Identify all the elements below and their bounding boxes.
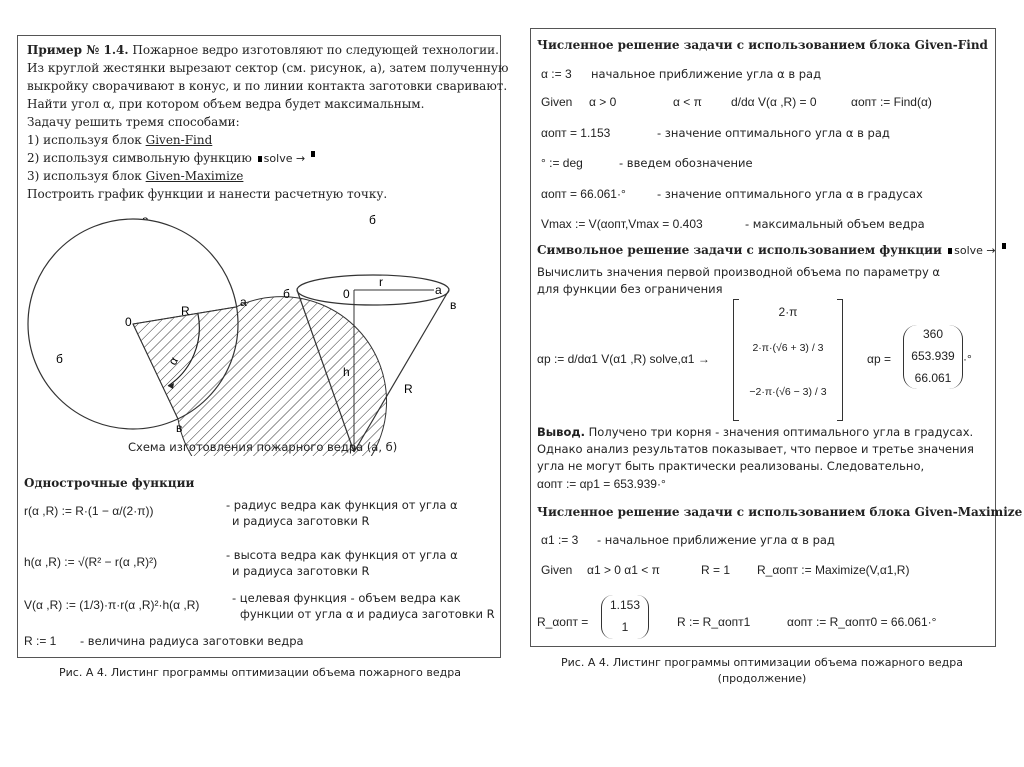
func-r-definition: r(α ,R) := R·(1 − α/(2·π)) (24, 504, 154, 518)
solve-operator: solve → (263, 152, 306, 165)
cone-label-b: б (283, 287, 290, 301)
maximize-constraints: α1 > 0 α1 < π (587, 563, 660, 577)
root-2: 2·π·(√6 + 3) / 3 (752, 342, 824, 354)
left-figure-caption: Рис. А 4. Листинг программы оптимизации объема пожарного ведра (59, 666, 461, 679)
find-statement: αопт := Find(α) (851, 95, 932, 109)
vmax-desc: - максимальный объем ведра (745, 217, 925, 231)
symbolic-title-text: Символьное решение задачи с использованием функции (537, 243, 942, 257)
conclusion-result: αопт := αp1 = 653.939·° (537, 477, 666, 491)
given-keyword: Given (541, 95, 573, 109)
scheme-caption: Схема изготовления пожарного ведра (а, б) (128, 440, 398, 454)
radius-constraint: R = 1 (701, 563, 731, 577)
placeholder-square-icon (1002, 243, 1006, 249)
func-h-desc-2: и радиуса заготовки R (232, 564, 370, 578)
given-keyword-2: Given (541, 563, 573, 577)
cone-label-h: h (343, 365, 350, 379)
label-a: а (240, 295, 247, 309)
alpha-p-value-1: 360 (922, 327, 944, 341)
func-v-desc-2: функции от угла α и радиуса заготовки R (240, 607, 495, 621)
alpha1-initial-value: α1 := 3 (541, 533, 579, 547)
maximize-value-2: 1 (621, 620, 629, 634)
cone-label-a: а (435, 283, 442, 297)
method-1-text: 1) используя блок (27, 133, 142, 147)
intro-line-2: Из круглой жестянки вырезают сектор (см. рисунок, а), затем полученную (27, 61, 509, 75)
method-2 (27, 151, 317, 166)
symbolic-solve-expression: αp := d/dα1 V(α1 ,R) solve,α1 → (537, 352, 710, 366)
maximize-result-label: R_αопт = (537, 615, 589, 629)
alpha1-initial-desc: - начальное приближение угла α в рад (597, 533, 835, 547)
cone-label-R: R (404, 382, 413, 396)
plot-line: Построить график функции и нанести расчетную точку. (27, 187, 388, 201)
bucket-scheme-figure (18, 206, 498, 456)
alpha-opt-rad-result: αопт = 1.153 (541, 126, 611, 140)
degree-definition: ° := deg (541, 156, 583, 170)
func-h-desc-1: - высота ведра как функция от угла α (226, 548, 458, 562)
maximize-statement: R_αопт := Maximize(V,α1,R) (757, 563, 910, 577)
symbolic-roots-matrix (733, 299, 843, 421)
given-maximize-title: Численное решение задачи с использованием блока Given-Maximize (537, 505, 1023, 519)
method-3-text: 3) используя блок (27, 169, 142, 183)
alpha-opt-from-result: αопт := R_αопт0 = 66.061·° (787, 615, 937, 629)
derivative-task-line-2: для функции без ограничения (537, 282, 723, 296)
alpha-initial-desc: начальное приближение угла α в рад (591, 67, 822, 81)
method-3-block: Given-Maximize (145, 169, 244, 183)
fig-b-label: б (369, 213, 376, 227)
method-2-text: 2) используя символьную функцию (27, 151, 252, 165)
radius-value-desc: - величина радиуса заготовки ведра (80, 634, 304, 648)
alpha-initial-value: α := 3 (541, 67, 572, 81)
radius-value-definition: R := 1 (24, 634, 57, 648)
alpha-p-value-2: 653.939 (911, 349, 955, 363)
func-r-desc-1: - радиус ведра как функция от угла α (226, 498, 458, 512)
task-line: Задачу решить тремя способами: (27, 115, 240, 129)
intro-paragraph (27, 43, 499, 57)
alpha-p-result-label: αp = (867, 352, 891, 366)
func-v-desc-1: - целевая функция - объем ведра как (232, 591, 461, 605)
label-b: б (56, 352, 63, 366)
maximize-result-vector (601, 595, 649, 639)
right-figure-caption-2: (продолжение) (717, 672, 807, 685)
derivative-equation: d/dα V(α ,R) = 0 (731, 95, 817, 109)
label-alpha: α (165, 354, 182, 368)
alpha-opt-deg-result: αопт = 66.061·° (541, 187, 626, 201)
cone-label-0: 0 (343, 287, 350, 301)
alpha-p-vector (903, 325, 963, 389)
right-listing-panel (530, 28, 1023, 647)
func-v-definition: V(α ,R) := (1/3)·π·r(α ,R)²·h(α ,R) (24, 598, 200, 612)
intro-line-4: Найти угол α, при котором объем ведра будет максимальным. (27, 97, 425, 111)
symbolic-solve-operator: solve → (954, 244, 996, 257)
alpha-p-value-3: 66.061 (914, 371, 952, 385)
right-figure-caption-1: Рис. А 4. Листинг программы оптимизации объема пожарного ведра (561, 656, 963, 669)
placeholder-square-icon (948, 248, 952, 254)
root-3: −2·π·(√6 − 3) / 3 (749, 386, 827, 398)
conclusion-line-2: Однако анализ результатов показывает, что первое и третье значения (537, 442, 974, 456)
conclusion-text-1: Получено три корня - значения оптимального угла в градусах. (588, 425, 974, 439)
symbolic-title (537, 243, 1008, 258)
given-find-title: Численное решение задачи с использованием блока Given-Find (537, 38, 988, 52)
cone-label-v: в (450, 298, 457, 312)
intro-line-3: выкройку сворачивают в конус, и по линии контакта заготовки сваривают. (27, 79, 508, 93)
constraint-alpha-less-pi: α < π (673, 95, 702, 109)
conclusion-line-3: угла не могут быть практически реализованы. Следовательно, (537, 459, 925, 473)
oneline-functions-title: Однострочные функции (24, 476, 195, 490)
label-R: R (181, 304, 190, 318)
example-number: Пример № 1.4. (27, 43, 129, 57)
alpha-opt-rad-desc: - значение оптимального угла α в рад (657, 126, 890, 140)
label-v: в (176, 421, 183, 435)
maximize-value-1: 1.153 (609, 598, 641, 612)
left-listing-panel (17, 35, 509, 658)
cone-label-r: r (379, 275, 383, 289)
func-r-desc-2: и радиуса заготовки R (232, 514, 370, 528)
method-1 (27, 133, 212, 147)
conclusion-line-1 (537, 425, 973, 439)
placeholder-square-icon (258, 156, 262, 162)
method-1-block: Given-Find (145, 133, 213, 147)
func-h-definition: h(α ,R) := √(R² − r(α ,R)²) (24, 555, 158, 569)
placeholder-square-icon (311, 151, 315, 157)
root-1: 2·π (778, 305, 798, 319)
intro-line-1: Пожарное ведро изготовляют по следующей технологии. (132, 43, 499, 57)
derivative-task-line-1: Вычислить значения первой производной объема по параметру α (537, 265, 940, 279)
alpha-p-degree-unit: ·° (963, 352, 972, 366)
radius-from-result: R := R_αопт1 (677, 615, 751, 629)
degree-definition-desc: - введем обозначение (619, 156, 753, 170)
constraint-alpha-positive: α > 0 (589, 95, 617, 109)
label-0: 0 (125, 315, 132, 329)
method-3 (27, 169, 243, 183)
alpha-opt-deg-desc: - значение оптимального угла α в градусах (657, 187, 923, 201)
vmax-result: Vmax := V(αопт,Vmax = 0.403 (541, 217, 703, 231)
conclusion-label: Вывод. (537, 425, 585, 439)
